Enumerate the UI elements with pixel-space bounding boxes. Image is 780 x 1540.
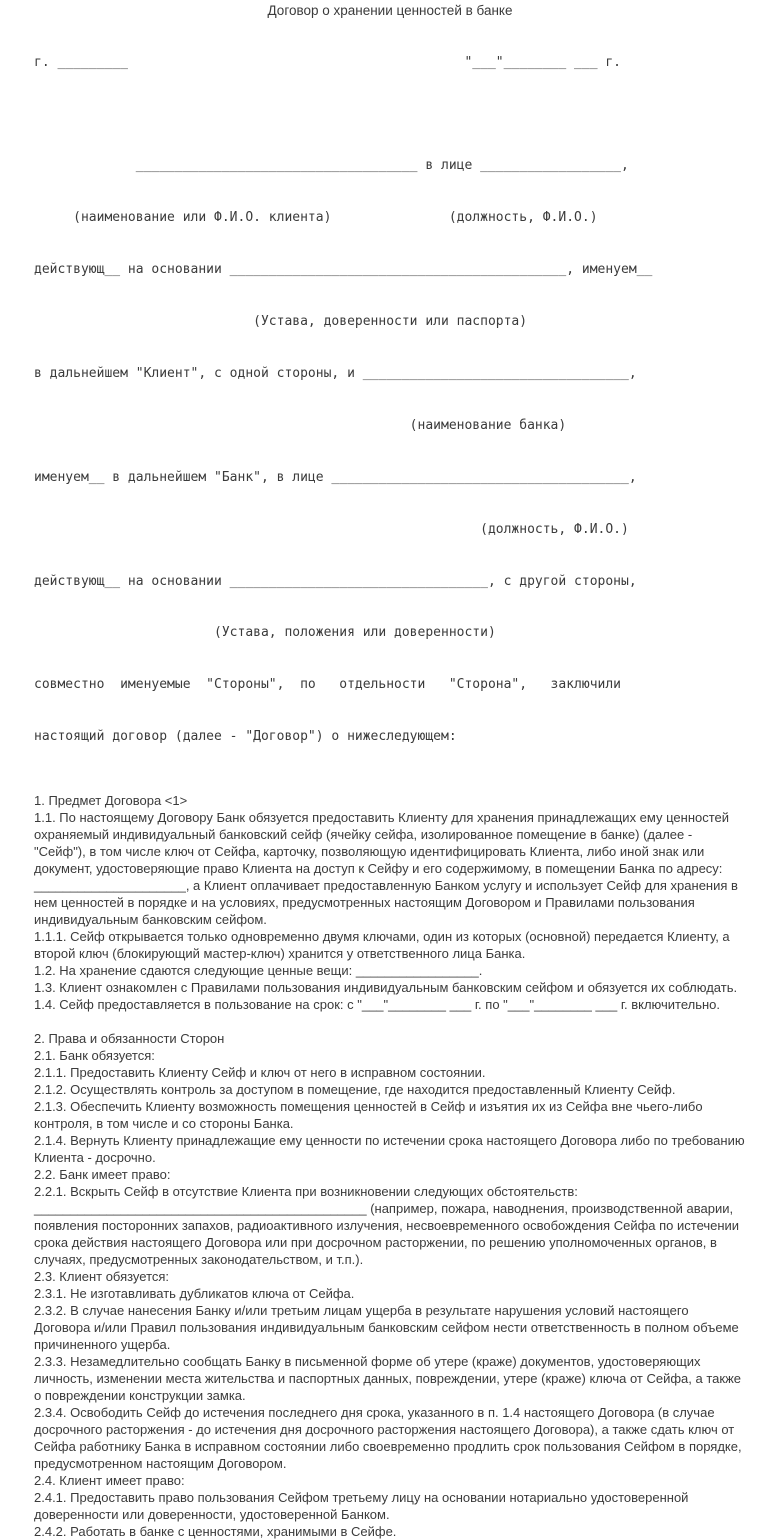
section-heading: 2. Права и обязанности Сторон: [34, 1031, 225, 1047]
clause: 1.3. Клиент ознакомлен с Правилами пользования индивидуальным банковским сейфом и обязуется их соблюдать.: [34, 980, 738, 996]
section-heading: 1. Предмет Договора <1>: [34, 793, 188, 809]
clause: 2.2. Банк имеет право:: [34, 1167, 171, 1183]
clause: 2.1.3. Обеспечить Клиенту возможность помещения ценностей в Сейф и изъятия их из Сейфа вне чьего-либо контроля, в том числе и со стороны Банка.: [34, 1099, 703, 1132]
preamble-line: (должность, Ф.И.О.): [34, 521, 629, 537]
preamble-line: ____________________________________ в лице __________________,: [34, 158, 629, 174]
clause: 1.4. Сейф предоставляется в пользование на срок: с "___"________ ___ г. по "___"________ ___ г. включительно.: [34, 997, 721, 1013]
preamble-line: действующ__ на основании ___________________________________________, именуем__: [34, 262, 653, 278]
clause: 2.4.1. Предоставить право пользования Сейфом третьему лицу на основании нотариально удостоверенной доверенности или доверенности, удостоверенной Банком.: [34, 1490, 689, 1523]
clause: 2.1.2. Осуществлять контроль за доступом в помещение, где находится предоставленный Клиенту Сейф.: [34, 1082, 676, 1098]
document-title: Договор о хранении ценностей в банке: [267, 3, 513, 18]
clause: 1.2. На хранение сдаются следующие ценные вещи: _________________.: [34, 963, 483, 979]
preamble-line: (Устава, доверенности или паспорта): [34, 314, 528, 330]
preamble-line: (наименование или Ф.И.О. клиента) (должность, Ф.И.О.): [34, 210, 598, 226]
document-body: [34, 792, 746, 1540]
clause: 2.1.4. Вернуть Клиенту принадлежащие ему ценности по истечении срока настоящего Договора либо по требованию Клиента - досрочно.: [34, 1133, 745, 1166]
preamble-line: [34, 105, 746, 122]
clause: 2.3.1. Не изготавливать дубликатов ключа от Сейфа.: [34, 1286, 355, 1302]
clause: 1.1.1. Сейф открывается только одновременно двумя ключами, один из которых (основной) передается Клиенту, а второй ключ (блокирующий мастер-ключ) хранится у ответственного лица Банка.: [34, 929, 730, 962]
preamble-line: именуем__ в дальнейшем "Банк", в лице ______________________________________,: [34, 469, 637, 485]
preamble-line: г. _________ "___"________ ___ г.: [34, 54, 621, 70]
clause: 2.4.2. Работать в банке с ценностями, хранимыми в Сейфе.: [34, 1524, 397, 1540]
preamble-line: совместно именуемые "Стороны", по отдельности "Сторона", заключили: [34, 677, 621, 693]
clause: 2.3. Клиент обязуется:: [34, 1269, 170, 1285]
section-rights-obligations: [34, 1030, 746, 1540]
clause: 1.1. По настоящему Договору Банк обязуется предоставить Клиенту для хранения принадлежащих ему ценностей охраняемый индивидуальный банковский сейф (ячейку сейфа, изолированное помещение в банке) (далее - "Сейф"), в том числе ключ от Сейфа, карточку, позволяющую идентифицировать Клиента, либо иной знак или документ, удостоверяющие право Клиента на доступ к Сейфу и его содержимому, в помещении Банка по адресу: _____________________, а Клиент оплачивает предоставленную Банком услугу и использует Сейф для хранения в нем ценностей в порядке и на условиях, предусмотренных настоящим Договором и Правилами пользования индивидуальным банковским сейфом.: [34, 810, 738, 928]
clause: 2.3.2. В случае нанесения Банку и/или третьим лицам ущерба в результате нарушения условий настоящего Договора и/или Правил пользования индивидуальным банковским сейфом нести ответственность в полном объеме причиненного ущерба.: [34, 1303, 739, 1353]
clause: 2.1. Банк обязуется:: [34, 1048, 155, 1064]
clause: 2.3.4. Освободить Сейф до истечения последнего дня срока, указанного в п. 1.4 настоящего Договора (в случае досрочного расторжения - до истечения дня досрочного расторжения настоящего Договора), а также сдать ключ от Сейфа работнику Банка в исправном состоянии либо своевременно продлить срок пользования Сейфом в порядке, предусмотренном настоящим Договором.: [34, 1405, 742, 1472]
clause: 2.1.1. Предоставить Клиенту Сейф и ключ от него в исправном состоянии.: [34, 1065, 486, 1081]
preamble-line: (Устава, положения или доверенности): [34, 625, 496, 641]
clause: 2.2.1. Вскрыть Сейф в отсутствие Клиента при возникновении следующих обстоятельств: ______________________________________________ (например, пожара, наводнения, производственной аварии, появления посторонних запахов, радиоактивного излучения, несвоевременного освобождения Сейфа по истечении срока действия настоящего Договора или при досрочном расторжении, по решению уполномоченных органов, в случаях, предусмотренных законодательством, и т.п.).: [34, 1184, 740, 1268]
preamble-line: (наименование банка): [34, 417, 567, 433]
clause: 2.3.3. Незамедлительно сообщать Банку в письменной форме об утере (краже) документов, удостоверяющих личность, изменении места жительства и паспортных данных, повреждении, утере (краже) ключа от Сейфа, а также о повреждении конструкции замка.: [34, 1354, 741, 1404]
section-subject: [34, 792, 746, 1013]
preamble: [34, 19, 746, 780]
preamble-line: настоящий договор (далее - "Договор") о нижеследующем:: [34, 729, 457, 745]
preamble-line: действующ__ на основании _________________________________, с другой стороны,: [34, 573, 637, 589]
preamble-line: в дальнейшем "Клиент", с одной стороны, и __________________________________,: [34, 365, 637, 381]
clause: 2.4. Клиент имеет право:: [34, 1473, 185, 1489]
